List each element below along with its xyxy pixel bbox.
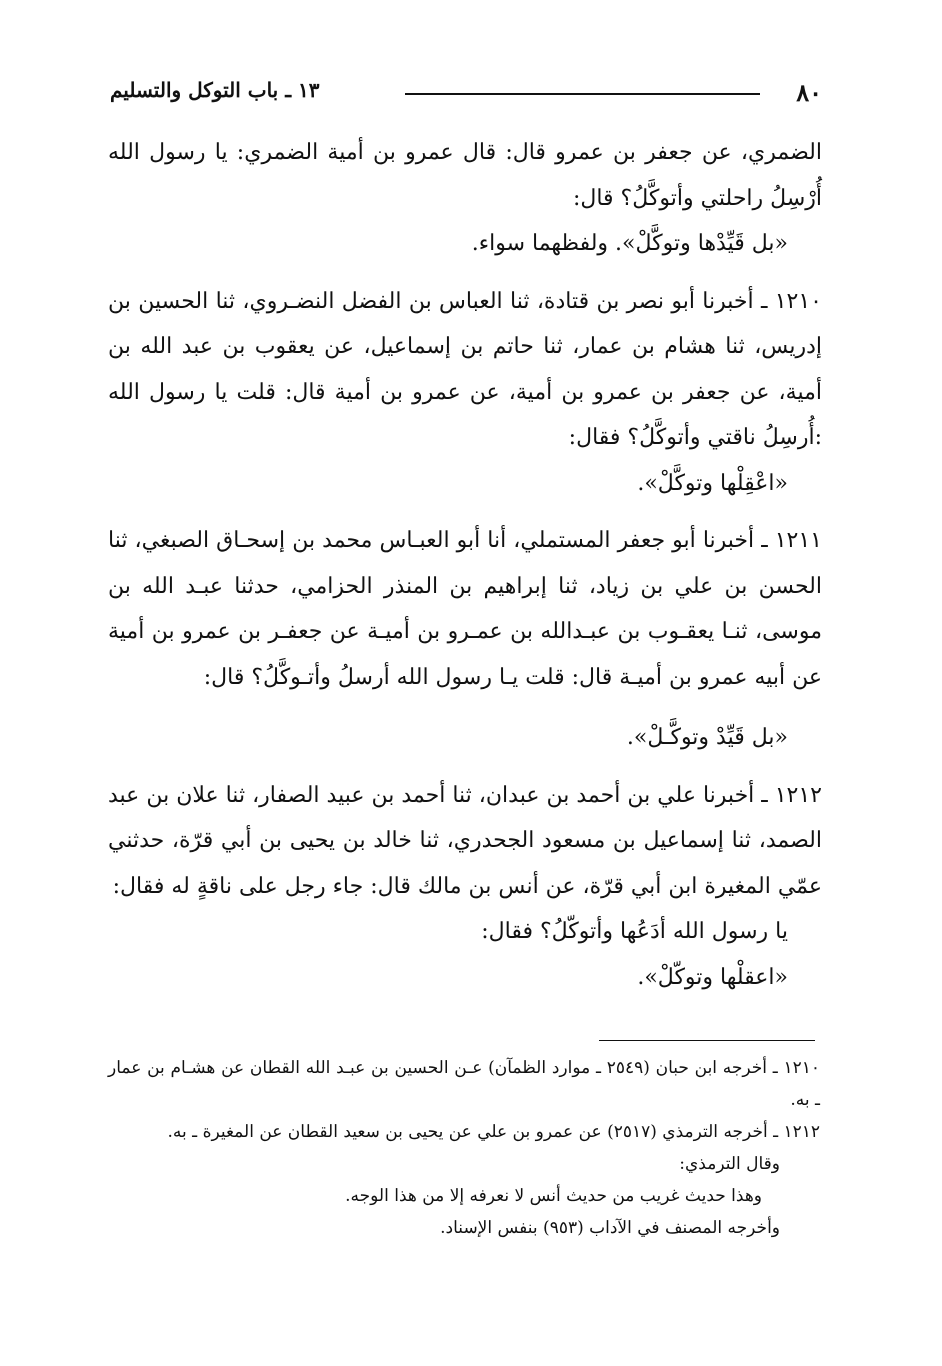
footnote-line: وهذا حديث غريب من حديث أنس لا نعرفه إلا من هذا الوجه. [345, 1186, 762, 1206]
continuation-paragraph: الضمري، عن جعفر بن عمرو قال: قال عمرو بن أمية الضمري: يا رسول الله أُرْسِلُ راحلتي وأتوكَّلُ؟ قال: [108, 140, 822, 211]
main-text [108, 130, 822, 1000]
hadith-1211: ١٢١١ ـ أخبرنا أبو جعفر المستملي، أنا أبو العبـاس محمد بن إسحـاق الصبغي، ثنا الحسن بن علي بن زياد، ثنا إبراهيم بن المنذر الحزامي، حدثنا عبـد الله بن موسى، ثنـا يعقـوب بن عبـدالله بن عمـرو بن أميـة عن جعفـر بن عمرو بن أمية عن أبيه عمرو بن أميـة قال: قلت يـا رسول الله أرسلُ وأتـوكَّلُ؟ قال: [108, 528, 822, 690]
hadith-quote: «بل قَيِّدْها وتوكَّلْ». ولفظهما سواء. [471, 231, 788, 256]
page-number: ٨٠ [796, 78, 822, 107]
header-rule [405, 93, 760, 95]
hadith-question: يا رسول الله أدَعُها وأتوكّلُ؟ فقال: [481, 919, 788, 944]
hadith-1210: ١٢١٠ ـ أخبرنا أبو نصر بن قتادة، ثنا العباس بن الفضل النضـروي، ثنا الحسين بن إدريس، ثنا هشام بن عمار، ثنا حاتم بن إسماعيل، عن يعقوب بن عبد الله بن أمية، عن جعفر بن عمرو بن أمية، عن عمرو بن أمية قال: قلت يا رسول الله :أُرسِلُ ناقتي وأتوكَّلُ؟ فقال: [108, 288, 822, 450]
footnotes [108, 1052, 820, 1244]
page-header [110, 72, 822, 112]
hadith-1212: ١٢١٢ ـ أخبرنا علي بن أحمد بن عبدان، ثنا أحمد بن عبيد الصفار، ثنا علان بن عبد الصمد، ثنا إسماعيل بن مسعود الجحدري، ثنا خالد بن يحيى بن أبي قرّة، حدثني عمّي المغيرة ابن أبي قرّة، عن أنس بن مالك قال: جاء رجل على ناقةٍ له فقال: [108, 782, 822, 899]
footnote-line: وأخرجه المصنف في الآداب (٩٥٣) بنفس الإسناد. [440, 1218, 780, 1238]
hadith-quote: «اعقلْها وتوكّلْ». [637, 964, 788, 990]
hadith-quote: «بل قَيِّدْ وتوكَّـلْ». [626, 725, 788, 750]
hadith-quote: «اعْقِلْها وتوكَّلْ». [637, 470, 788, 496]
footnote-line: وقال الترمذي: [679, 1154, 780, 1174]
footnote-1212: ١٢١٢ ـ أخرجه الترمذي (٢٥١٧) عن عمرو بن علي عن يحيى بن سعيد القطان عن المغيرة ـ به. [167, 1122, 820, 1142]
chapter-title: ١٣ ـ باب التوكل والتسليم [110, 78, 320, 102]
footnote-1210: ١٢١٠ ـ أخرجه ابن حبان (٢٥٤٩ ـ موارد الظمآن) عـن الحسين بن عبـد الله القطان عن هشـام بن عمار ـ به. [108, 1058, 820, 1110]
footnote-separator [599, 1040, 815, 1041]
